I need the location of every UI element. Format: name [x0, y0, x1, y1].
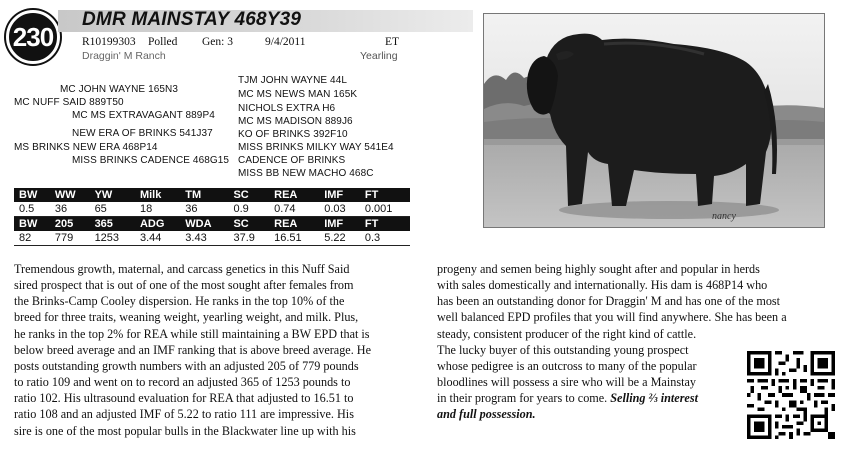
actual-header-cell: 365 [90, 217, 135, 232]
lot-number-badge [6, 10, 60, 64]
epd-header-row [14, 188, 410, 202]
epd-header-cell: Milk [135, 188, 180, 202]
pedigree-great-grandparent: TJM JOHN WAYNE 44L [238, 75, 348, 86]
epd-value-cell: 0.5 [14, 202, 50, 217]
description-line: has been an outstanding donor for Draggin' M and has one of the most [437, 294, 781, 309]
actual-value-cell: 779 [50, 231, 90, 246]
actual-header-cell: FT [360, 217, 410, 232]
pedigree-dam-dam: MISS BRINKS CADENCE 468G15 [72, 155, 230, 166]
actual-header-cell: SC [228, 217, 269, 232]
pedigree-great-grandparent: MC MS NEWS MAN 165K [238, 89, 358, 100]
epd-header-cell: TM [180, 188, 228, 202]
epd-header-cell: FT [360, 188, 410, 202]
pedigree-great-grandparent: MISS BRINKS MILKY WAY 541E4 [238, 142, 394, 153]
pedigree-great-grandparent: NICHOLS EXTRA H6 [238, 103, 336, 114]
description-line: sire is one of the most popular bulls in the Blackwater line up with his [14, 423, 356, 438]
epd-value-cell: 36 [180, 202, 228, 217]
actual-header-cell: WDA [180, 217, 228, 232]
pedigree-dam-sire: NEW ERA OF BRINKS 541J37 [72, 128, 213, 139]
qr-code-icon[interactable] [747, 351, 835, 439]
selling-terms: Selling ⅔ interest [610, 391, 698, 406]
animal-name: DMR MAINSTAY 468Y39 [82, 9, 302, 30]
epd-value-cell: 0.74 [269, 202, 319, 217]
description-line: posts outstanding growth numbers with an adjusted 205 of 779 pounds [14, 358, 359, 373]
generation: Gen: 3 [202, 36, 233, 48]
description-line: sired prospect that is out of one of the most sought after females from [14, 278, 354, 293]
bull-photo-illustration [484, 14, 824, 227]
age-class: Yearling [360, 50, 398, 62]
epd-value-cell: 65 [90, 202, 135, 217]
epd-header-cell: REA [269, 188, 319, 202]
description-line: he ranks in the top 2% for REA while still maintaining a BW EPD that is [14, 326, 370, 341]
epd-header-cell: BW [14, 188, 50, 202]
description-line: well balanced EPD profiles that you will find anywhere. She has been a [437, 310, 787, 325]
description-line: the Brinks-Camp Cooley dispersion. He ranks in the top 10% of the [14, 294, 345, 309]
actual-value-cell: 3.44 [135, 231, 180, 246]
description-line: ratio 102. His ultrasound evaluation for REA that adjusted to 16.51 to [14, 391, 354, 406]
description-line: bloodlines will possess a sire who will be a Mainstay [437, 375, 696, 390]
description-line: steady, consistent producer of the right kind of cattle. [437, 326, 697, 341]
pedigree-dam: MS BRINKS NEW ERA 468P14 [14, 142, 158, 153]
pedigree-great-grandparent: CADENCE OF BRINKS [238, 155, 346, 166]
description-line: with sales domestically and internationally. His dam is 468P14 who [437, 278, 768, 293]
epd-header-cell: YW [90, 188, 135, 202]
description-line: Tremendous growth, maternal, and carcass genetics in this Nuff Said [14, 262, 350, 276]
photo-caption: nancy [712, 211, 736, 222]
epd-value-cell: 36 [50, 202, 90, 217]
actual-value-cell: 82 [14, 231, 50, 246]
birth-date: 9/4/2011 [265, 36, 306, 48]
description-line: progeny and semen being highly sought after and popular in herds [437, 262, 760, 276]
actual-header-row [14, 217, 410, 232]
epd-value-cell: 0.9 [228, 202, 269, 217]
epd-value-cell: 0.03 [319, 202, 360, 217]
pedigree-great-grandparent: KO OF BRINKS 392F10 [238, 129, 348, 140]
selling-terms-continued: and full possession. [437, 407, 536, 422]
actual-value-cell: 3.43 [180, 231, 228, 246]
epd-value-cell: 18 [135, 202, 180, 217]
actual-value-cell: 0.3 [360, 231, 410, 246]
epd-header-cell: SC [228, 188, 269, 202]
bull-photo [483, 13, 825, 228]
description-line: The lucky buyer of this outstanding young prospect [437, 342, 689, 357]
actual-header-cell: IMF [319, 217, 360, 232]
pedigree-sire: MC NUFF SAID 889T50 [14, 97, 124, 108]
pedigree-sire-dam: MC MS EXTRAVAGANT 889P4 [72, 110, 215, 121]
actual-value-cell: 16.51 [269, 231, 319, 246]
actual-value-cell: 1253 [90, 231, 135, 246]
description-line-text: in their program for years to come. [437, 391, 611, 406]
epd-header-cell: IMF [319, 188, 360, 202]
polled-status: Polled [148, 36, 178, 48]
description-line: to ratio 109 and went on to record an adjusted 365 of 1253 pounds to [14, 375, 351, 390]
actual-header-cell: REA [269, 217, 319, 232]
epd-value-cell: 0.001 [360, 202, 410, 217]
description-line: ratio 108 and an adjusted IMF of 5.22 to ratio 111 are impressive. His [14, 407, 354, 422]
pedigree-sire-sire: MC JOHN WAYNE 165N3 [60, 84, 179, 95]
pedigree-great-grandparent: MISS BB NEW MACHO 468C [238, 168, 374, 179]
actual-header-cell: ADG [135, 217, 180, 232]
actual-header-cell: BW [14, 217, 50, 232]
epd-value-row [14, 202, 410, 217]
pedigree-great-grandparent: MC MS MADISON 889J6 [238, 116, 353, 127]
description-line: breed for three traits, weaning weight, yearling weight, and milk. Plus, [14, 310, 359, 325]
description-column-1 [14, 261, 424, 439]
actual-header-cell: 205 [50, 217, 90, 232]
description-line: below breed average and an IMF ranking that is above breed average. He [14, 342, 372, 357]
registration-number: R10199303 [82, 36, 136, 48]
et-label: ET [385, 36, 400, 48]
epd-table [14, 188, 410, 246]
actual-value-cell: 37.9 [228, 231, 269, 246]
ranch-name: Draggin' M Ranch [82, 50, 166, 62]
epd-header-cell: WW [50, 188, 90, 202]
actual-value-row [14, 231, 410, 246]
lot-number: 230 [12, 21, 54, 52]
description-line: whose pedigree is an outcross to many of the popular [437, 358, 697, 373]
actual-value-cell: 5.22 [319, 231, 360, 246]
